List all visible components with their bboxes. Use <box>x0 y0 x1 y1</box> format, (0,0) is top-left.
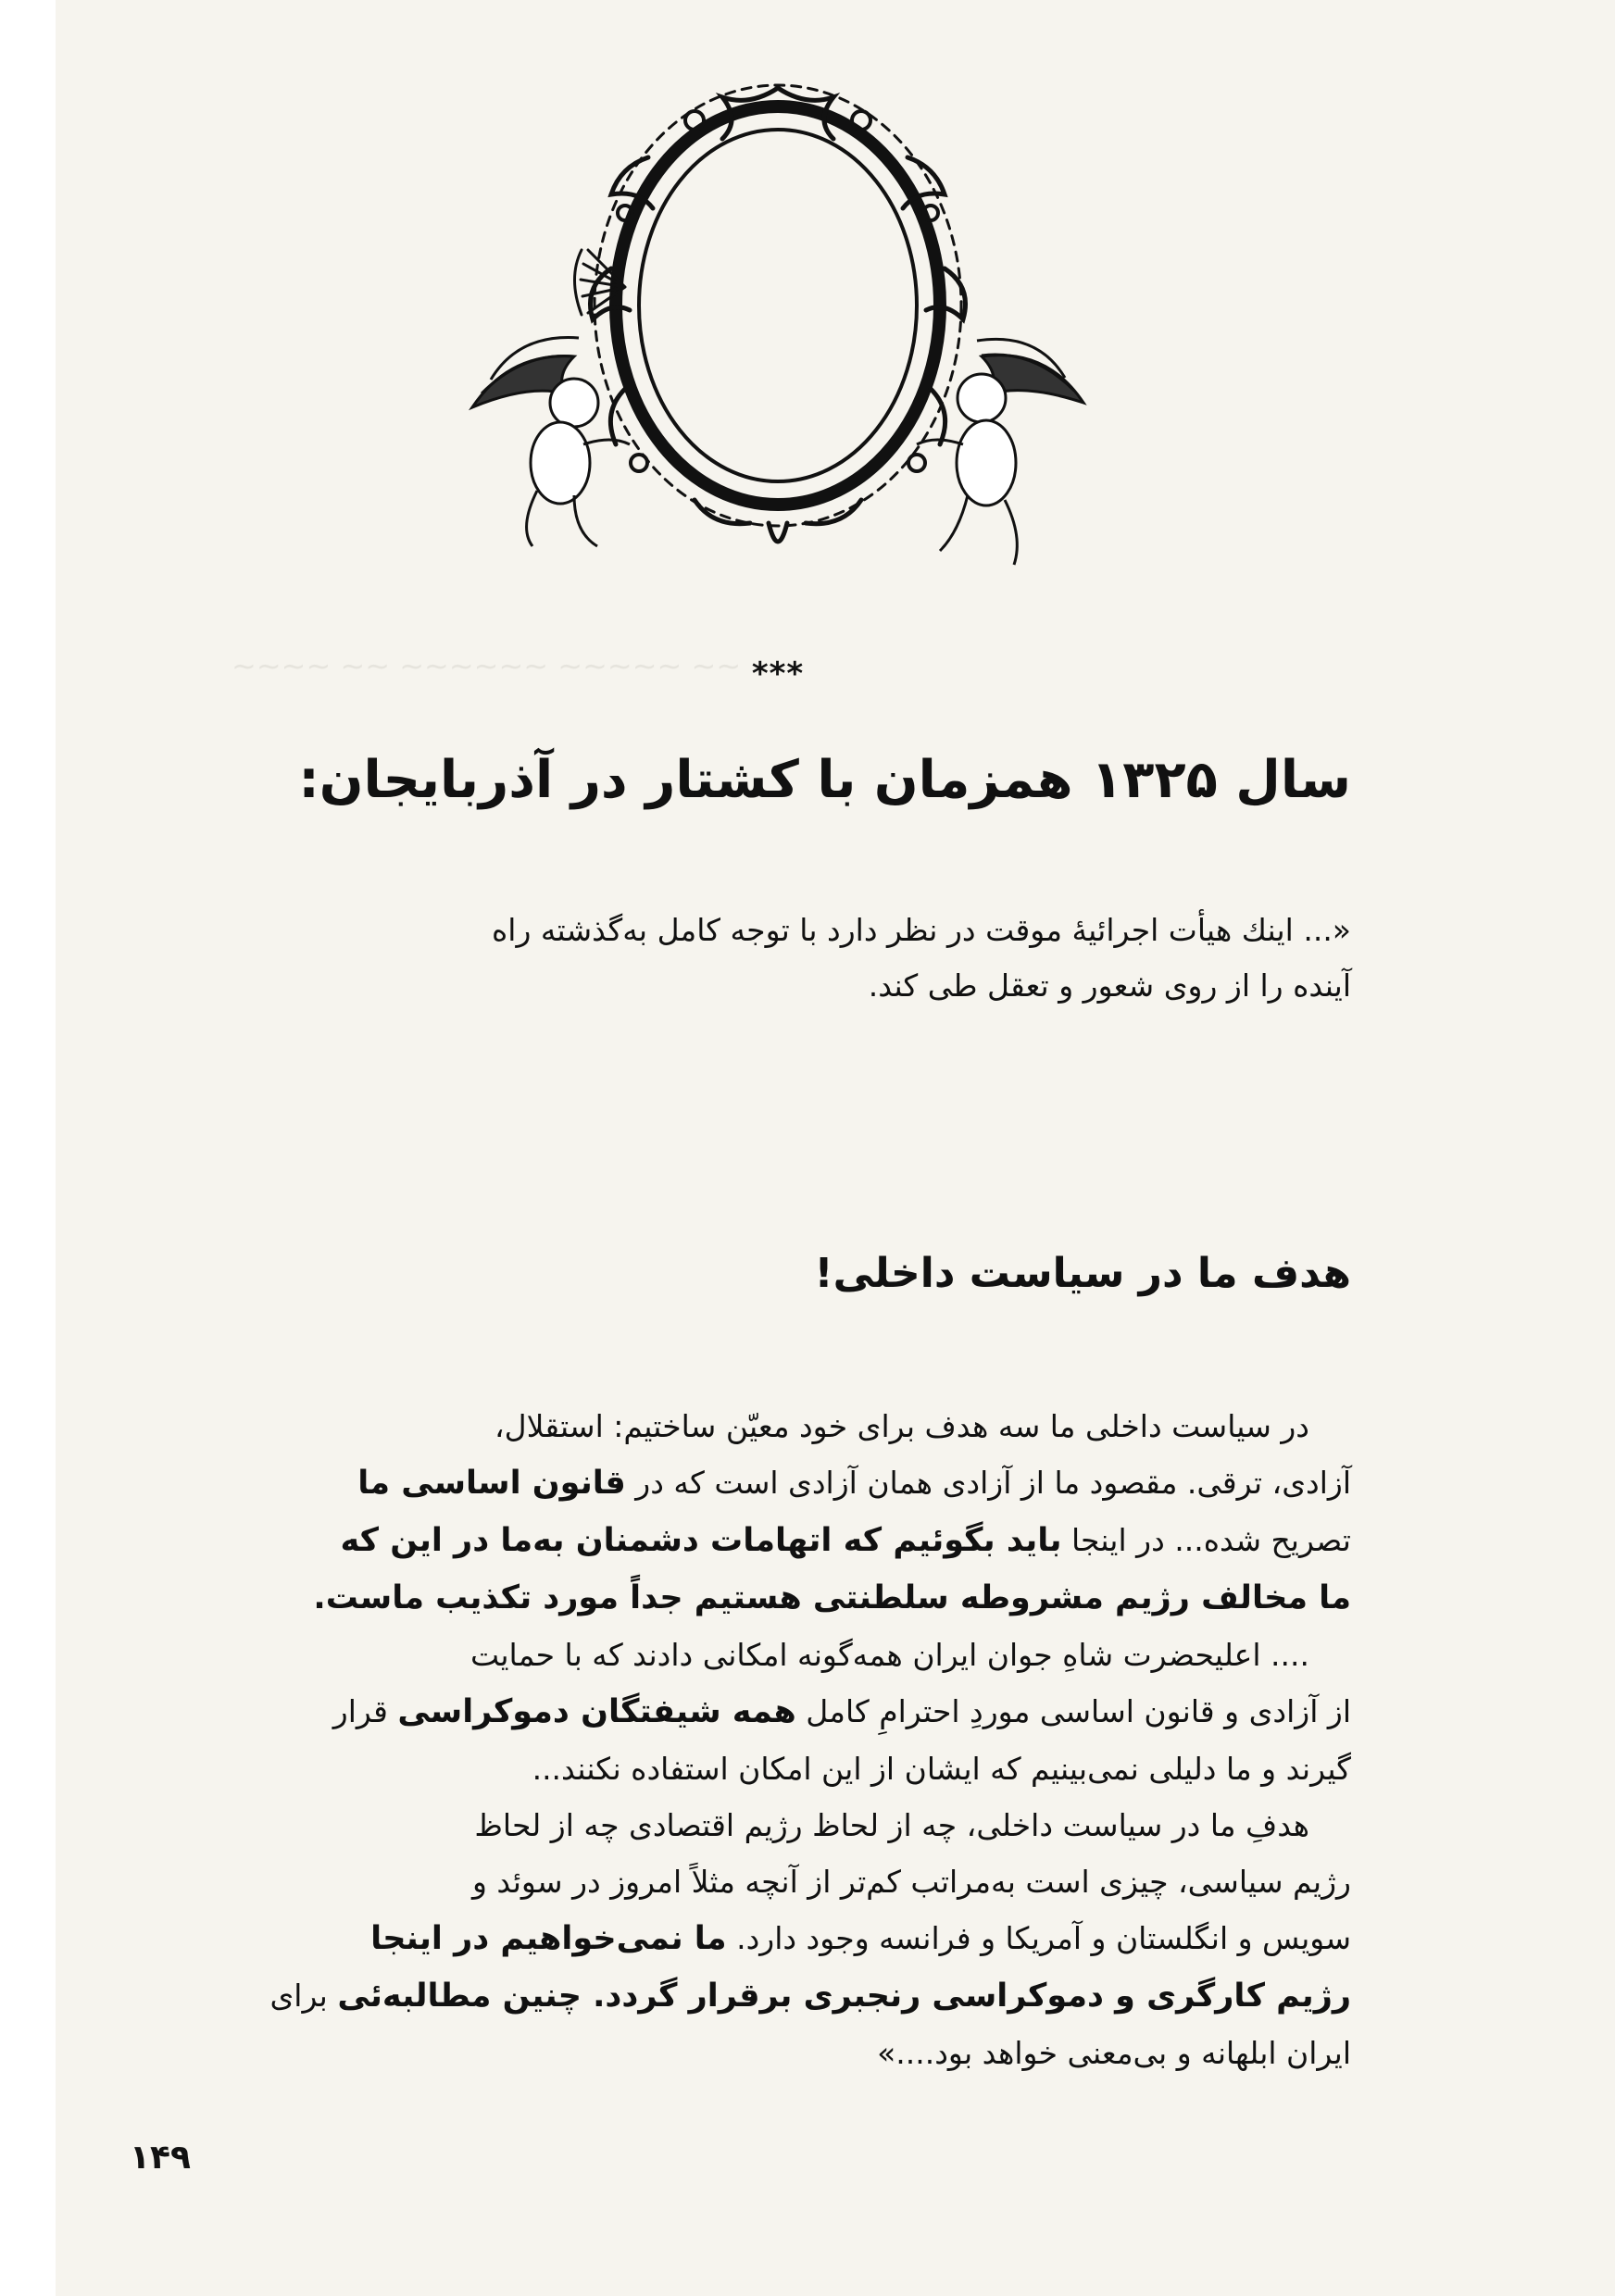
text-line <box>232 1910 1351 1967</box>
text-run: آزادی، ترقی. مقصود ما از آزادی همان آزادی است که در <box>625 1465 1351 1501</box>
opening-quote <box>240 903 1351 1014</box>
quote-line: «... اینك هیأت اجرائیهٔ موقت در نظر دارد با توجه کامل به‌گذشته راه <box>491 912 1351 948</box>
chapter-heading: سال ۱۳۲۵ همزمان با کشتار در آذربایجان: <box>298 750 1351 810</box>
text-run: هدفِ ما در سیاست داخلی، چه از لحاظ رژیم اقتصادی چه از لحاظ <box>474 1807 1309 1843</box>
text-run: ایران ابلهانه و بی‌معنی خواهد بود....» <box>877 2035 1351 2071</box>
section-separator: *** <box>751 655 805 693</box>
bold-text-run: همه شیفتگان دموکراسی <box>397 1693 796 1730</box>
text-line <box>232 1683 1351 1741</box>
bold-text-run: ما نمی‌خواهیم در اینجا <box>370 1920 727 1957</box>
text-line <box>232 2025 1351 2081</box>
page-number: ۱۴۹ <box>130 2139 191 2177</box>
scan-margin <box>0 0 56 2296</box>
body-paragraph <box>232 1398 1351 1627</box>
text-run: .... اعلیحضرت شاهِ جوان ایران همه‌گونه امکانی دادند که با حمایت <box>469 1637 1309 1673</box>
body-paragraph <box>232 1797 1351 2081</box>
body-text <box>232 1398 1351 2081</box>
text-line <box>232 1853 1351 1910</box>
bleed-through-text: ~~ ~~~~~ ~~~~~~ ~~ ~~~~ <box>232 648 742 683</box>
body-paragraph <box>232 1627 1351 1797</box>
quote-line: آینده را از روی شعور و تعقل طی کند. <box>868 967 1351 1004</box>
text-line <box>232 1454 1351 1512</box>
text-run: از آزادی و قانون اساسی موردِ احترامِ کامل <box>795 1693 1351 1729</box>
text-line <box>232 1797 1351 1853</box>
text-line <box>232 1512 1351 1569</box>
text-run: رژیم سیاسی، چیزی است به‌مراتب کم‌تر از آنچه مثلاً امروز در سوئد و <box>471 1864 1351 1900</box>
text-run: گیرند و ما دلیلی نمی‌بینیم که ایشان از این امکان استفاده نکنند... <box>532 1751 1351 1787</box>
text-line <box>232 1627 1351 1683</box>
bold-text-run: ما مخالف رژیم مشروطه سلطنتی هستیم جداً مورد تکذیب ماست. <box>313 1579 1351 1616</box>
bold-text-run: رژیم کارگری و دموکراسی رنجبری برقرار گردد. چنین مطالبه‌ئی <box>337 1978 1351 2015</box>
text-line <box>232 1398 1351 1454</box>
text-run: قرار <box>332 1693 398 1729</box>
bold-text-run: قانون اساسی ما <box>357 1465 626 1502</box>
text-run: برای <box>269 1978 338 2014</box>
text-run: سویس و انگلستان و آمریکا و فرانسه وجود دارد. <box>726 1920 1351 1956</box>
wreath-ornament-illustration <box>463 83 1093 611</box>
section-subheading: هدف ما در سیاست داخلی! <box>814 1250 1351 1297</box>
bold-text-run: باید بگوئیم که اتهامات دشمنان به‌ما در این که <box>340 1522 1062 1559</box>
text-run: تصریح شده... در اینجا <box>1061 1522 1351 1558</box>
text-line <box>232 1741 1351 1797</box>
text-line <box>232 1569 1351 1627</box>
text-line <box>232 1967 1351 2025</box>
text-run: در سیاست داخلی ما سه هدف برای خود معیّن ساختیم: استقلال، <box>494 1408 1309 1444</box>
